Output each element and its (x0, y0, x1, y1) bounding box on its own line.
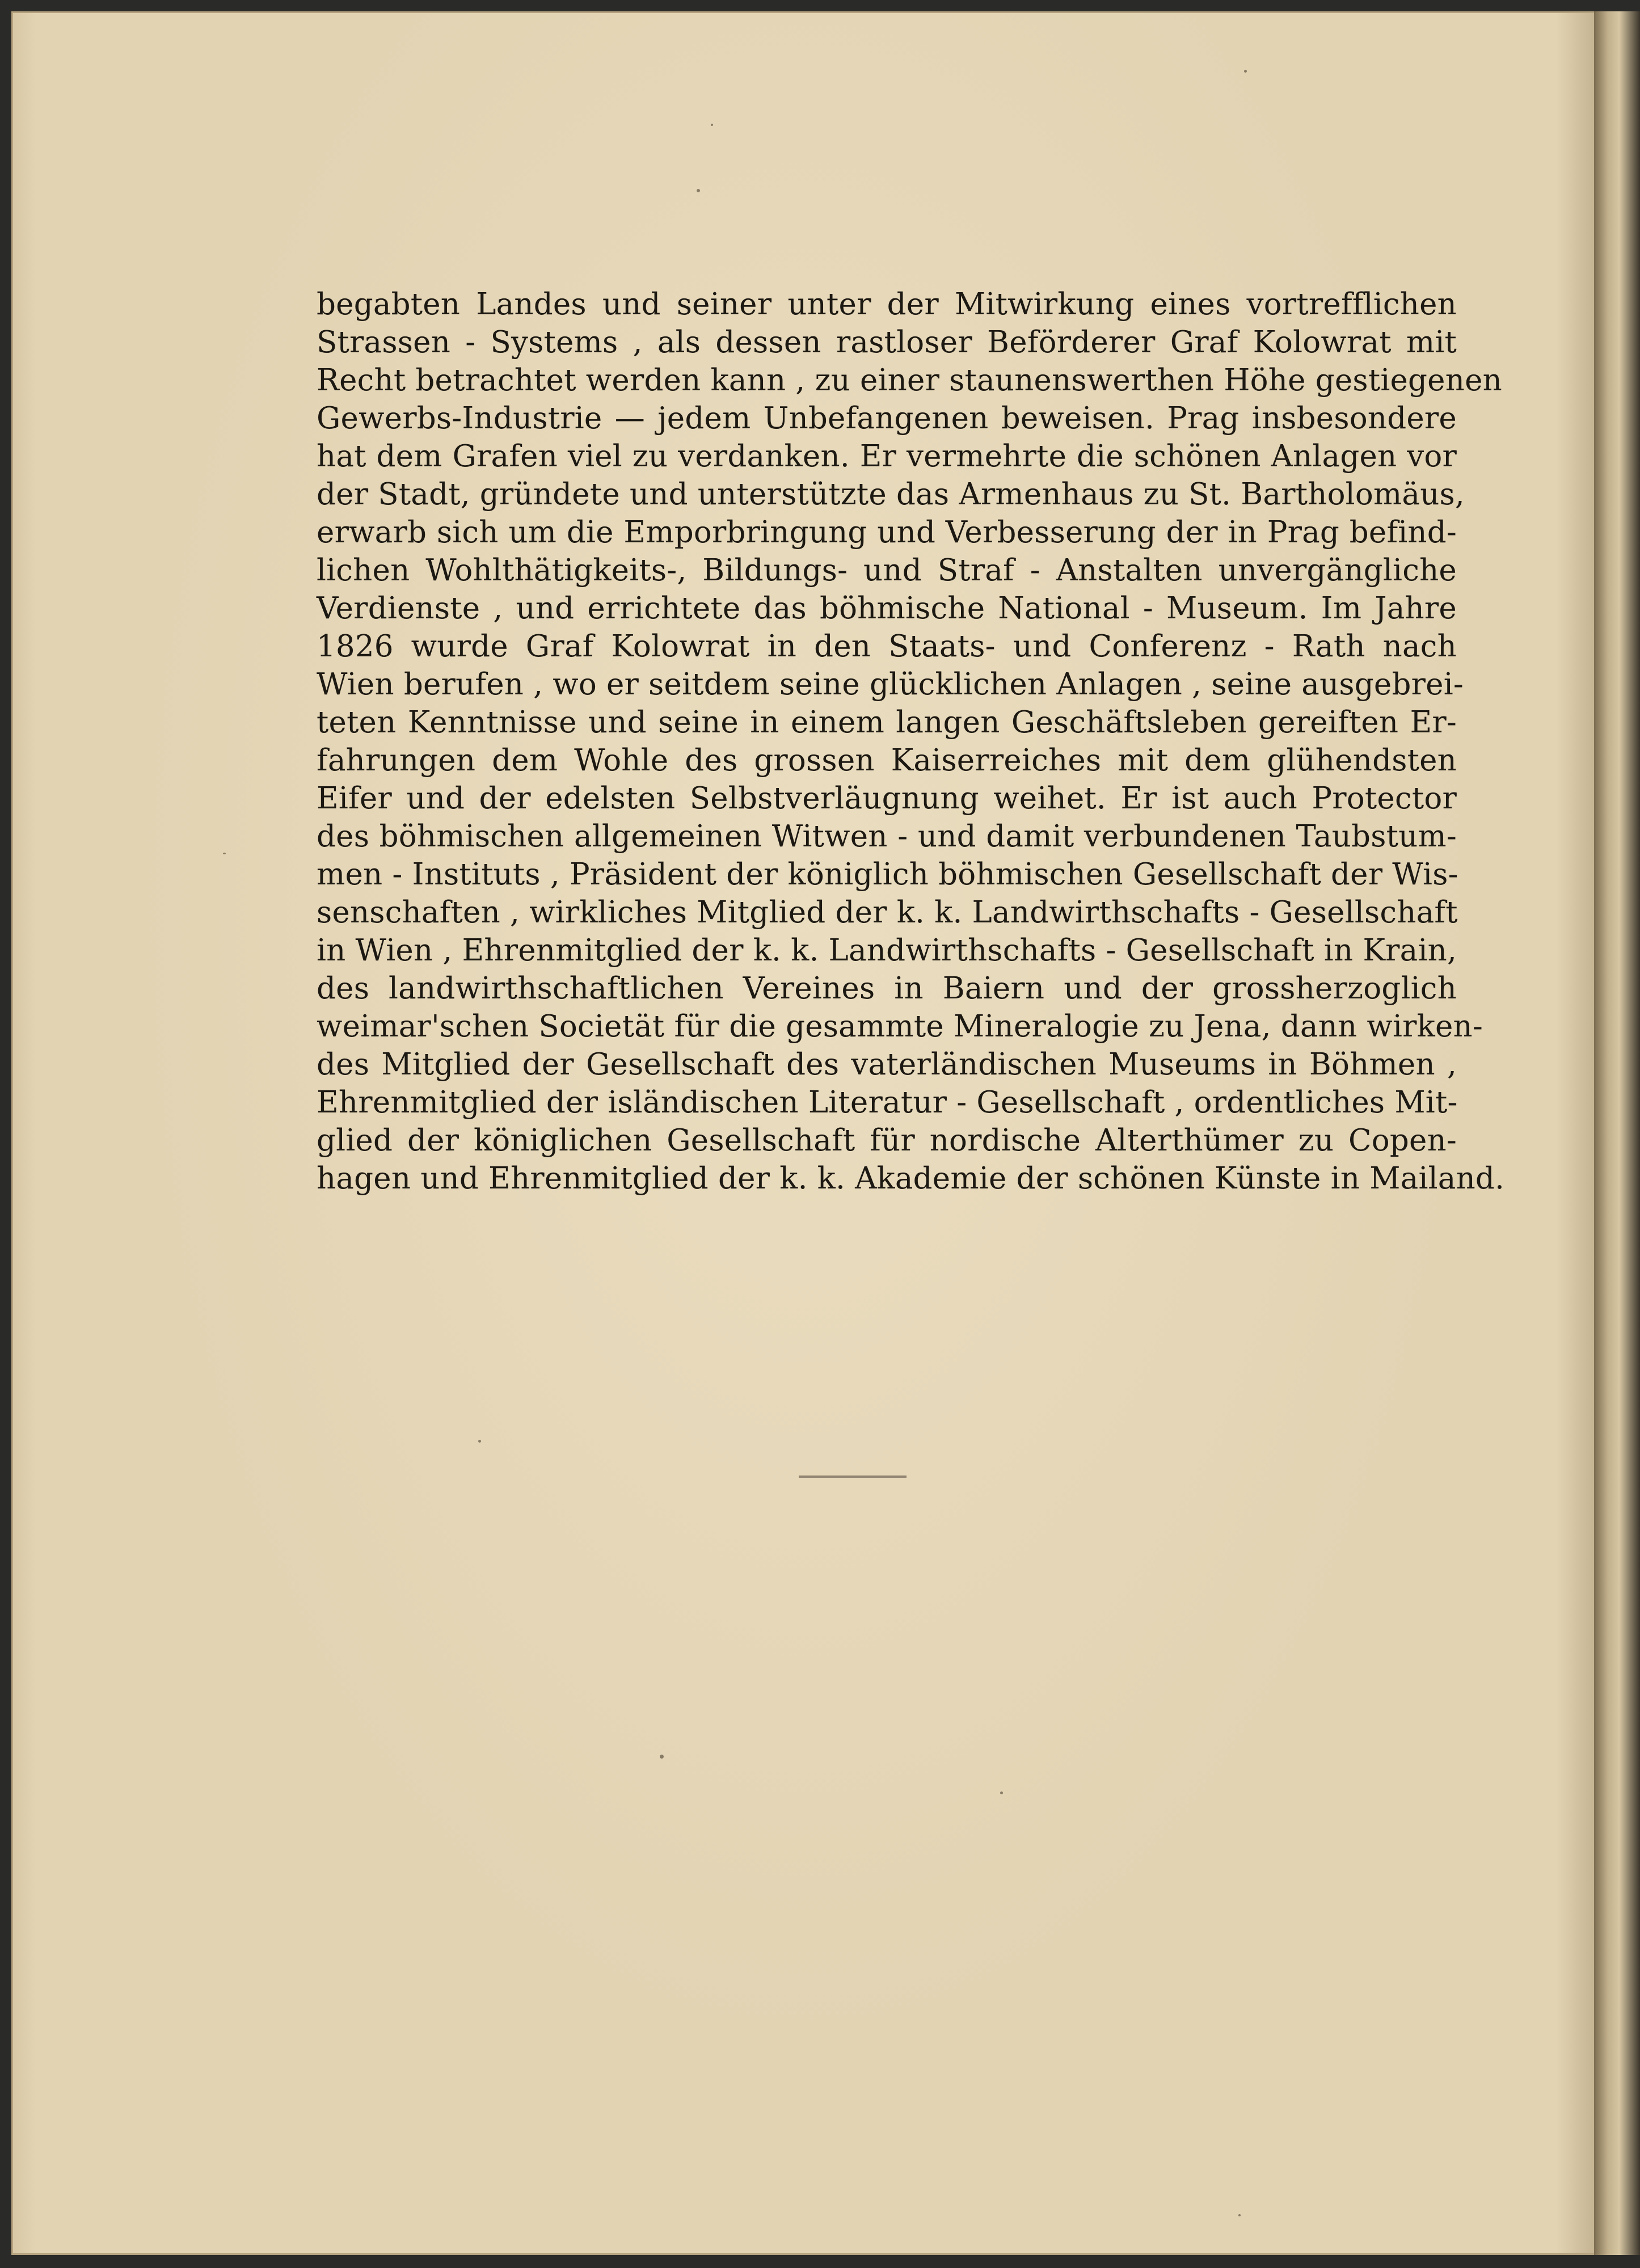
text-line: Ehrenmitglied der isländischen Literatur - Gesellschaft , ordentliches Mit- (317, 1085, 1458, 1120)
text-line: Strassen - Systems , als dessen rastloser Beförderer Graf Kolowrat mit (317, 325, 1457, 360)
paper-speck (660, 1755, 664, 1759)
paper-speck (1000, 1791, 1003, 1794)
paper-page (11, 11, 1600, 2255)
text-line: Verdienste , und errichtete das böhmische National - Museum. Im Jahre (317, 591, 1457, 626)
text-line: in Wien , Ehrenmitglied der k. k. Landwirthschafts - Gesellschaft in Krain, (317, 933, 1457, 968)
text-line: lichen Wohlthätigkeits-, Bildungs- und Straf - Anstalten unvergängliche (317, 553, 1457, 588)
text-line: weimar'schen Societät für die gesammte Mineralogie zu Jena, dann wirken- (317, 1009, 1483, 1044)
text-line: des böhmischen allgemeinen Witwen - und damit verbundenen Taubstum- (317, 819, 1457, 854)
text-line: des landwirthschaftlichen Vereines in Baiern und der grossherzoglich (317, 971, 1457, 1006)
text-line: Wien berufen , wo er seitdem seine glücklichen Anlagen , seine ausgebrei- (317, 667, 1464, 702)
text-line: der Stadt, gründete und unterstützte das Armenhaus zu St. Bartholomäus, (317, 477, 1465, 512)
text-line: men - Instituts , Präsident der königlich böhmischen Gesellschaft der Wis- (317, 857, 1458, 892)
body-text (317, 285, 1505, 1198)
text-line: teten Kenntnisse und seine in einem langen Geschäftsleben gereiften Er- (317, 705, 1457, 740)
text-line: glied der königlichen Gesellschaft für nordische Alterthümer zu Copen- (317, 1123, 1457, 1158)
paper-speck (1238, 2214, 1241, 2216)
text-line: erwarb sich um die Emporbringung und Verbesserung der in Prag befind- (317, 515, 1457, 550)
paper-speck (1244, 70, 1247, 73)
text-line: hagen und Ehrenmitglied der k. k. Akademie der schönen Künste in Mailand. (317, 1161, 1505, 1196)
book-fore-edge (1594, 11, 1640, 2255)
text-line: Eifer und der edelsten Selbstverläugnung weihet. Er ist auch Protector (317, 781, 1457, 816)
text-line: 1826 wurde Graf Kolowrat in den Staats- und Conferenz - Rath nach (317, 629, 1457, 664)
paper-speck (711, 124, 713, 126)
paper-speck (697, 189, 700, 192)
text-line: hat dem Grafen viel zu verdanken. Er vermehrte die schönen Anlagen vor (317, 439, 1457, 474)
text-line: Recht betrachtet werden kann , zu einer staunenswerthen Höhe gestiegenen (317, 363, 1502, 398)
text-line: senschaften , wirkliches Mitglied der k. k. Landwirthschafts - Gesellschaft (317, 895, 1458, 930)
paper-speck (478, 1440, 481, 1443)
text-line: fahrungen dem Wohle des grossen Kaiserreiches mit dem glühendsten (317, 743, 1457, 778)
text-line: Gewerbs-Industrie — jedem Unbefangenen beweisen. Prag insbesondere (317, 401, 1457, 436)
text-line: begabten Landes und seiner unter der Mitwirkung eines vortrefflichen (317, 287, 1457, 322)
paper-speck (223, 853, 226, 854)
text-line: des Mitglied der Gesellschaft des vaterländischen Museums in Böhmen , (317, 1047, 1457, 1082)
section-divider (799, 1476, 907, 1478)
